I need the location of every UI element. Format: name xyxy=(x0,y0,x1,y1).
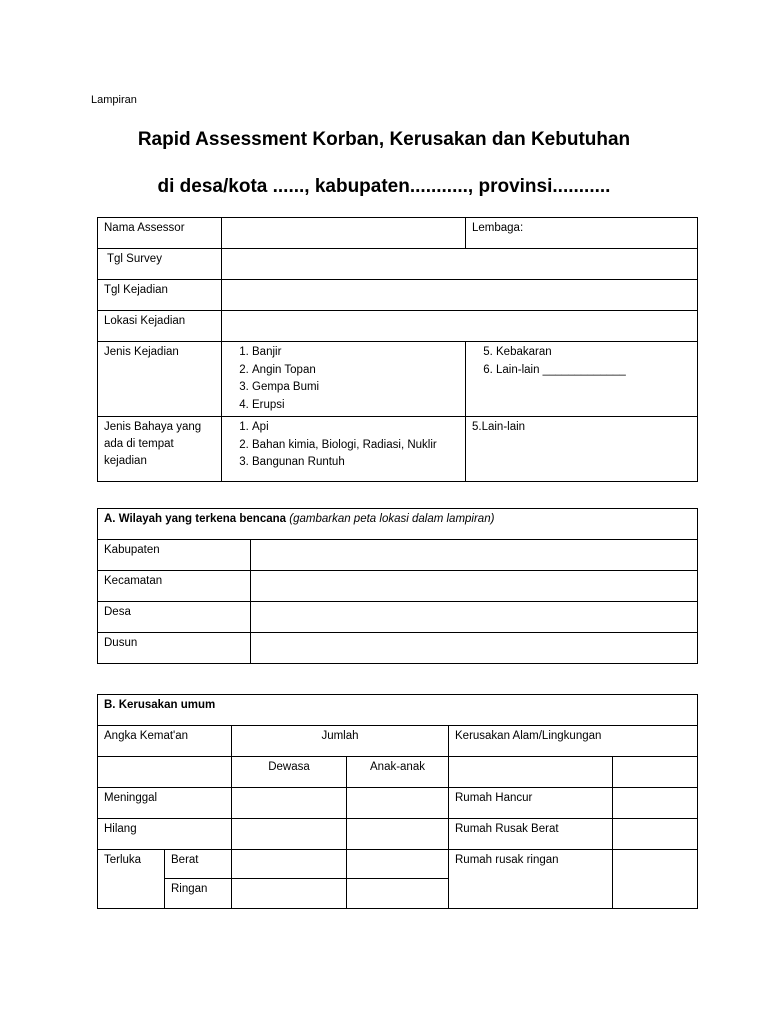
dewasa-header: Dewasa xyxy=(232,757,347,788)
document-title: Rapid Assessment Korban, Kerusakan dan Kebutuhan xyxy=(137,129,631,150)
wilayah-heading xyxy=(98,509,698,540)
hilang-anak-field[interactable] xyxy=(347,819,449,850)
kerusakan-umum-table xyxy=(97,694,698,909)
rumah-hancur-field[interactable] xyxy=(613,788,698,819)
assessor-info-table xyxy=(97,217,698,482)
terluka-berat-dewasa-field[interactable] xyxy=(232,850,347,879)
tgl-kejadian-field[interactable] xyxy=(222,280,698,311)
list-item: 1. Api xyxy=(252,419,459,437)
hilang-dewasa-field[interactable] xyxy=(232,819,347,850)
jumlah-header: Jumlah xyxy=(232,726,449,757)
anak-anak-header: Anak-anak xyxy=(347,757,449,788)
dusun-field[interactable] xyxy=(251,633,698,664)
jenis-kejadian-options-left xyxy=(222,342,466,417)
meninggal-anak-field[interactable] xyxy=(347,788,449,819)
empty-cell xyxy=(449,757,613,788)
rumah-rusak-ringan-field[interactable] xyxy=(613,850,698,909)
angka-kematian-label: Angka Kemat'an xyxy=(98,726,232,757)
jenis-bahaya-options-left xyxy=(222,417,466,482)
meninggal-label: Meninggal xyxy=(98,788,232,819)
document-subtitle: di desa/kota ......, kabupaten..........., provinsi........... xyxy=(157,176,611,197)
ringan-label: Ringan xyxy=(165,879,232,909)
kerusakan-alam-header: Kerusakan Alam/Lingkungan xyxy=(449,726,698,757)
jenis-kejadian-options-right xyxy=(466,342,698,417)
kabupaten-field[interactable] xyxy=(251,540,698,571)
tgl-survey-field[interactable] xyxy=(222,249,698,280)
wilayah-table xyxy=(97,508,698,664)
empty-cell xyxy=(98,757,232,788)
jenis-bahaya-lain-lain: 5.Lain-lain xyxy=(466,417,698,482)
lembaga-field[interactable]: Lembaga: xyxy=(466,218,698,249)
tgl-kejadian-label: Tgl Kejadian xyxy=(98,280,222,311)
rumah-rusak-berat-field[interactable] xyxy=(613,819,698,850)
nama-assessor-field[interactable] xyxy=(222,218,466,249)
desa-label: Desa xyxy=(98,602,251,633)
desa-field[interactable] xyxy=(251,602,698,633)
terluka-ringan-anak-field[interactable] xyxy=(347,879,449,909)
jenis-kejadian-label: Jenis Kejadian xyxy=(98,342,222,417)
dusun-label: Dusun xyxy=(98,633,251,664)
rumah-hancur-label: Rumah Hancur xyxy=(449,788,613,819)
kecamatan-label: Kecamatan xyxy=(98,571,251,602)
list-item: 2. Angin Topan xyxy=(252,362,459,380)
terluka-ringan-dewasa-field[interactable] xyxy=(232,879,347,909)
list-item: 3. Gempa Bumi xyxy=(252,379,459,397)
list-item: 6. Lain-lain _____________ xyxy=(496,362,691,380)
meninggal-dewasa-field[interactable] xyxy=(232,788,347,819)
lokasi-kejadian-field[interactable] xyxy=(222,311,698,342)
hilang-label: Hilang xyxy=(98,819,232,850)
list-item: 2. Bahan kimia, Biologi, Radiasi, Nuklir xyxy=(252,437,459,455)
wilayah-heading-bold: A. Wilayah yang terkena bencana xyxy=(104,513,287,525)
wilayah-heading-note: (gambarkan peta lokasi dalam lampiran) xyxy=(289,513,495,525)
rumah-rusak-berat-label: Rumah Rusak Berat xyxy=(449,819,613,850)
terluka-label: Terluka xyxy=(98,850,165,909)
kerusakan-umum-heading: B. Kerusakan umum xyxy=(98,695,698,726)
kabupaten-label: Kabupaten xyxy=(98,540,251,571)
kecamatan-field[interactable] xyxy=(251,571,698,602)
rumah-rusak-ringan-label: Rumah rusak ringan xyxy=(449,850,613,909)
list-item: 1. Banjir xyxy=(252,344,459,362)
nama-assessor-label: Nama Assessor xyxy=(98,218,222,249)
lampiran-label: Lampiran xyxy=(91,94,137,106)
lokasi-kejadian-label: Lokasi Kejadian xyxy=(98,311,222,342)
list-item: 3. Bangunan Runtuh xyxy=(252,454,459,472)
jenis-bahaya-label: Jenis Bahaya yang ada di tempat kejadian xyxy=(98,417,222,482)
empty-cell xyxy=(613,757,698,788)
list-item: 4. Erupsi xyxy=(252,397,459,415)
terluka-berat-anak-field[interactable] xyxy=(347,850,449,879)
tgl-survey-label: Tgl Survey xyxy=(98,249,222,280)
berat-label: Berat xyxy=(165,850,232,879)
list-item: 5. Kebakaran xyxy=(496,344,691,362)
